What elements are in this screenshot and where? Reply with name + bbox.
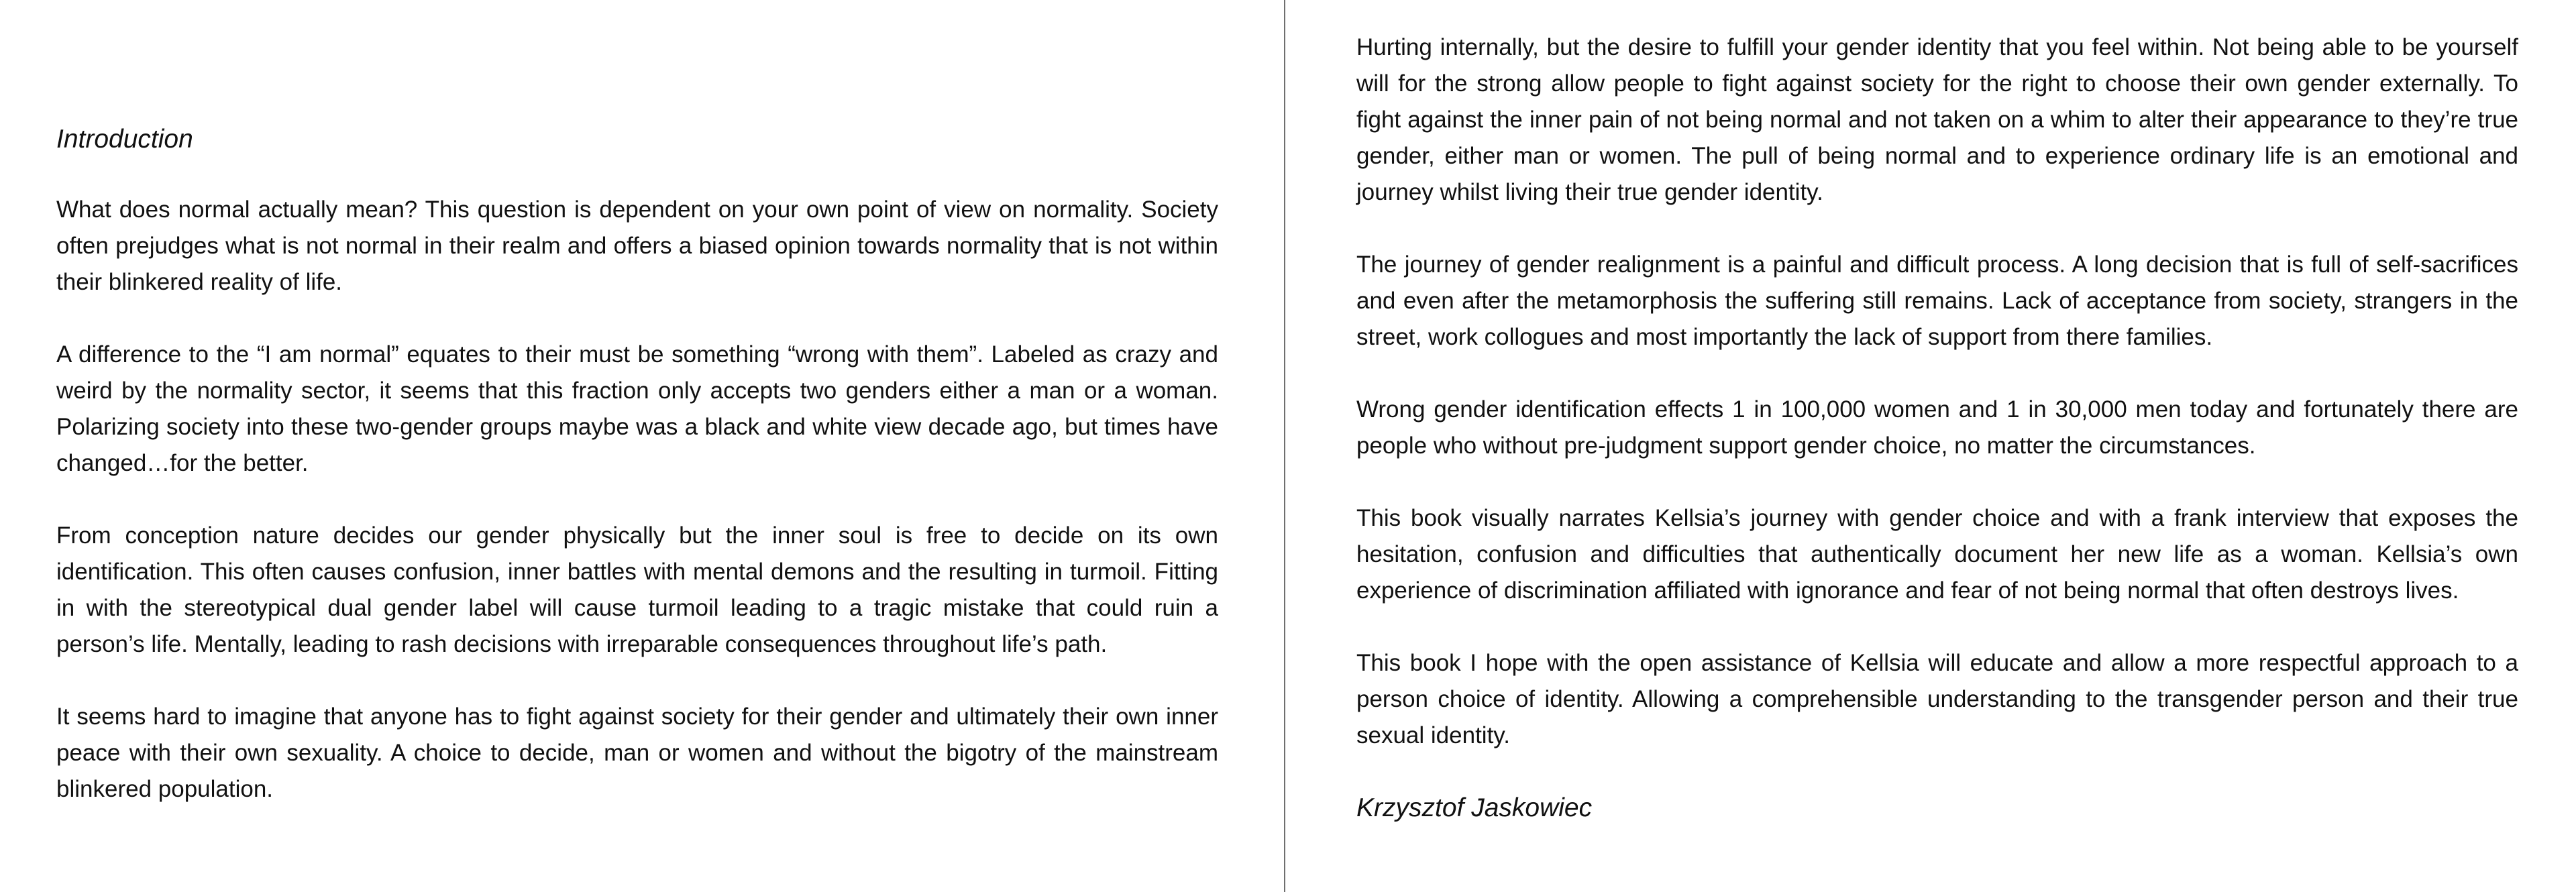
left-paragraph-1: What does normal actually mean? This question is dependent on your own point of view on normality. Society often prejudges what is not normal in their realm and offers a biased opinion towards normality that is not within their blinkered reality of life. bbox=[56, 197, 1218, 295]
left-page bbox=[0, 0, 1284, 892]
right-paragraph-4: This book visually narrates Kellsia’s journey with gender choice and with a frank interview that exposes the hesitation, confusion and difficulties that authentically document her new life as a woman. Kellsia’s own experience of discrimination affiliated with ignorance and fear of not being normal that often destroys lives. bbox=[1356, 505, 2518, 604]
left-page-text-column bbox=[56, 122, 1218, 844]
right-page-text-column bbox=[1356, 30, 2518, 826]
right-page bbox=[1285, 0, 2576, 892]
introduction-heading: Introduction bbox=[56, 125, 193, 154]
left-paragraph-2: A difference to the “I am normal” equates to their must be something “wrong with them”. Labeled as crazy and weird by the normality sector, it seems that this fraction only accepts two genders either a man or a woman. Polarizing society into these two-gender groups maybe was a black and white view decade ago, but times have changed…for the better. bbox=[56, 341, 1218, 476]
left-paragraph-3: From conception nature decides our gender physically but the inner soul is free to decide on its own identification. This often causes confusion, inner battles with mental demons and the resulting in turmoil. Fitting in with the stereotypical dual gender label will cause turmoil leading to a tragic mistake that could ruin a person’s life. Mentally, leading to rash decisions with irreparable consequences throughout life’s path. bbox=[56, 522, 1218, 657]
right-paragraph-5: This book I hope with the open assistance of Kellsia will educate and allow a more respectful approach to a person choice of identity. Allowing a comprehensible understanding to the transgender person and their true sexual identity. bbox=[1356, 650, 2518, 748]
author-signature: Krzysztof Jaskowiec bbox=[1356, 793, 1593, 822]
right-paragraph-2: The journey of gender realignment is a painful and difficult process. A long decision that is full of self-sacrifices and even after the metamorphosis the suffering still remains. Lack of acceptance from society, strangers in the street, work collogues and most importantly the lack of support from there families. bbox=[1356, 252, 2518, 350]
right-paragraph-3: Wrong gender identification effects 1 in 100,000 women and 1 in 30,000 men today and fortunately there are people who without pre-judgment support gender choice, no matter the circumstances. bbox=[1356, 396, 2518, 459]
left-paragraph-4: It seems hard to imagine that anyone has to fight against society for their gender and ultimately their own inner peace with their own sexuality. A choice to decide, man or women and without the bigotry of the mainstream blinkered population. bbox=[56, 704, 1218, 802]
right-paragraph-1: Hurting internally, but the desire to fulfill your gender identity that you feel within. Not being able to be yourself will for the strong allow people to fight against society for the right to choose their own gender externally. To fight against the inner pain of not being normal and not taken on a whim to alter their appearance to they’re true gender, either man or women. The pull of being normal and to experience ordinary life is an emotional and journey whilst living their true gender identity. bbox=[1356, 34, 2518, 205]
